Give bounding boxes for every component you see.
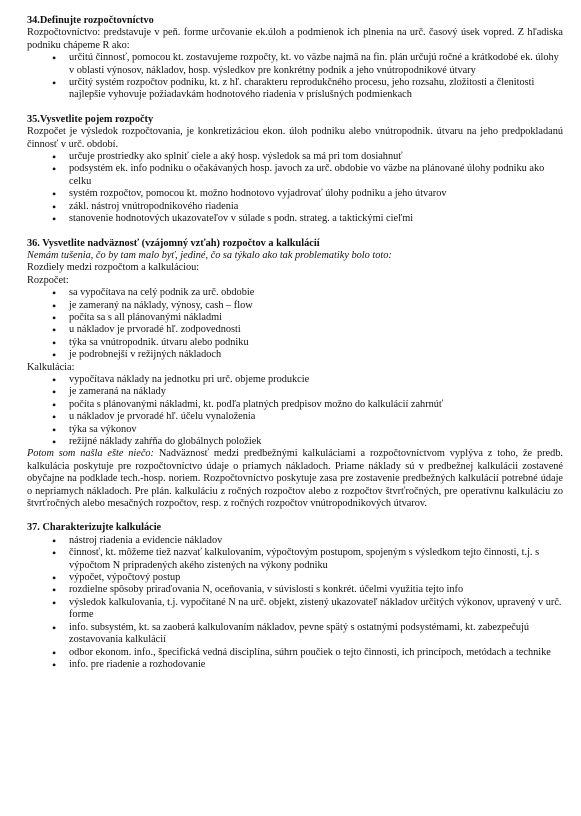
list-item: • sa vypočítava na celý podnik za urč. obdobie [69,287,563,299]
list-item: • týka sa vnútropodnik. útvaru alebo podniku [69,337,563,349]
section-37 [27,522,563,671]
list-item: • je zameraný na náklady, výnosy, cash – flow [69,300,563,312]
section-37-list [27,535,563,671]
list-item: • počíta sa s all plánovanými nákladmi [69,312,563,324]
list-item: • odbor ekonom. info., špecifická vedná disciplína, súhrn poučiek o tejto činnosti, ich princípoch, metódach a technike [69,647,563,659]
section-35 [27,114,563,226]
section-35-list [27,151,563,225]
list-item: • výpočet, výpočtový postup [69,572,563,584]
budget-list [27,287,563,361]
section-36 [27,238,563,511]
list-item: • vypočítava náklady na jednotku pri urč. objeme produkcie [69,374,563,386]
section-37-heading: 37. Charakterizujte kalkulácie [27,522,162,534]
list-item: • určuje prostriedky ako splniť ciele a aký hosp. výsledok sa má pri tom dosiahnuť [69,151,563,163]
list-item: • určitý systém rozpočtov podniku, kt. z hľ. charakteru reprodukčného procesu, jeho rozsahu, zložitosti a členitosti najlepšie vyhovuje požiadavkám hodnotového riadenia v príslušných podmienkach [69,77,563,102]
list-item: • je podrobnejší v režijných nákladoch [69,349,563,361]
list-item: • nástroj riadenia a evidencie nákladov [69,535,563,547]
section-36-explanation [27,448,563,510]
list-item: • u nákladov je prvoradé hľ. zodpovednosti [69,324,563,336]
list-item: • je zameraná na náklady [69,386,563,398]
list-item: • týka sa výkonov [69,424,563,436]
list-item: • info. pre riadenie a rozhodovanie [69,659,563,671]
list-item: • určitú činnosť, pomocou kt. zostavujeme rozpočty, kt. vo väzbe najmä na fin. plán určujú ročné a krátkodobé ek. úlohy v oblasti výnosov, nákladov, hosp. výsledkov pre konkrétny podnik a jeho vnútropodnikové útvary [69,52,563,77]
section-35-intro: Rozpočet je výsledok rozpočtovania, je konkretizáciou ekon. úloh podniku alebo vnútropodnik. útvaru na jeho predpokladanú činnosť v urč. období. [27,126,563,150]
section-36-heading: 36. Vysvetlite nadväznosť (vzájomný vzťah) rozpočtov a kalkulácií [27,237,320,249]
list-item: • podsystém ek. info podniku o očakávaných hosp. javoch za urč. obdobie vo väzbe na plánované úlohy podniku ako celku [69,163,563,188]
list-item: • u nákladov je prvoradé hľ. účelu vynaloženia [69,411,563,423]
list-item: • činnosť, kt. môžeme tiež nazvať kalkulovaním, výpočtovým postupom, spojeným s výsledkom tejto činnosti, t.j. s výpočtom N pripradených akého zistených na výkony podniku [69,547,563,572]
list-item: • výsledok kalkulovania, t.j. vypočítané N na urč. objekt, zistený ukazovateľ nákladov určitých výkonov, upravený v urč. forme [69,597,563,622]
list-item: • systém rozpočtov, pomocou kt. možno hodnotovo vyjadrovať úlohy podniku a jeho útvarov [69,188,563,200]
list-item: • info. subsystém, kt. sa zaoberá kalkulovaním nákladov, pevne spätý s ostatnými podsystémami, kt. zabezpečujú zostavovania kalkulácií [69,622,563,647]
section-34 [27,15,563,102]
list-item: • rozdielne spôsoby priraďovania N, oceňovania, v súvislosti s konkrét. účelmi využitia tejto info [69,584,563,596]
differences-label: Rozdiely medzi rozpočtom a kalkuláciou: [27,262,200,274]
section-34-heading: 34.Definujte rozpočtovníctvo [27,15,154,26]
budget-label: Rozpočet: [27,274,69,286]
section-36-note: Nemám tušenia, čo by tam malo byť, jediné, čo sa týkalo ako tak problematiky bolo toto: [27,249,392,261]
list-item: • stanovenie hodnotových ukazovateľov v súlade s podn. strateg. a taktickými cieľmi [69,213,563,225]
found-note-italic: Potom som našla ešte niečo: [27,448,154,460]
list-item: • počíta s plánovanými nákladmi, kt. podľa platných predpisov možno do kalkulácií zahrnúť [69,399,563,411]
found-note-text: Nadväznosť medzi predbežnými kalkuláciami a rozpočtovníctvom vyplýva z toho, že predb. kalkulácia poskytuje pre rozpočtovníctvo údaje o priamych nákladoch. Priame náklady sú v predbežnej kalkulácii zostavené obyčajne na podklade tech.-hosp. noriem. Rozpočtovníctvo poskytuje zasa pre zostavenie predbežných kalkulácií potrebné údaje o nepriamych nákladoch. Pre plán. kalkuláciu z ročných rozpočtov alebo z rozpočtov štvrťročných, pre operatívnu kalkuláciu zo štvrťročných alebo mesačných rozpočtov, resp. z ročných rozpočtov vnútropodnikových útvarov. [27,448,563,510]
calculation-label: Kalkulácia: [27,361,75,373]
calculation-list [27,374,563,448]
list-item: • zákl. nástroj vnútropodnikového riadenia [69,201,563,213]
list-item: • režijné náklady zahŕňa do globálnych položiek [69,436,563,448]
section-34-intro: Rozpočtovníctvo: predstavuje v peň. forme určovanie ek.úloh a podmienok ich plnenia na urč. časový úsek vopred. Z hľadiska podniku chápeme R ako: [27,27,563,51]
section-35-heading: 35.Vysvetlite pojem rozpočty [27,113,154,125]
section-34-list [27,52,563,102]
